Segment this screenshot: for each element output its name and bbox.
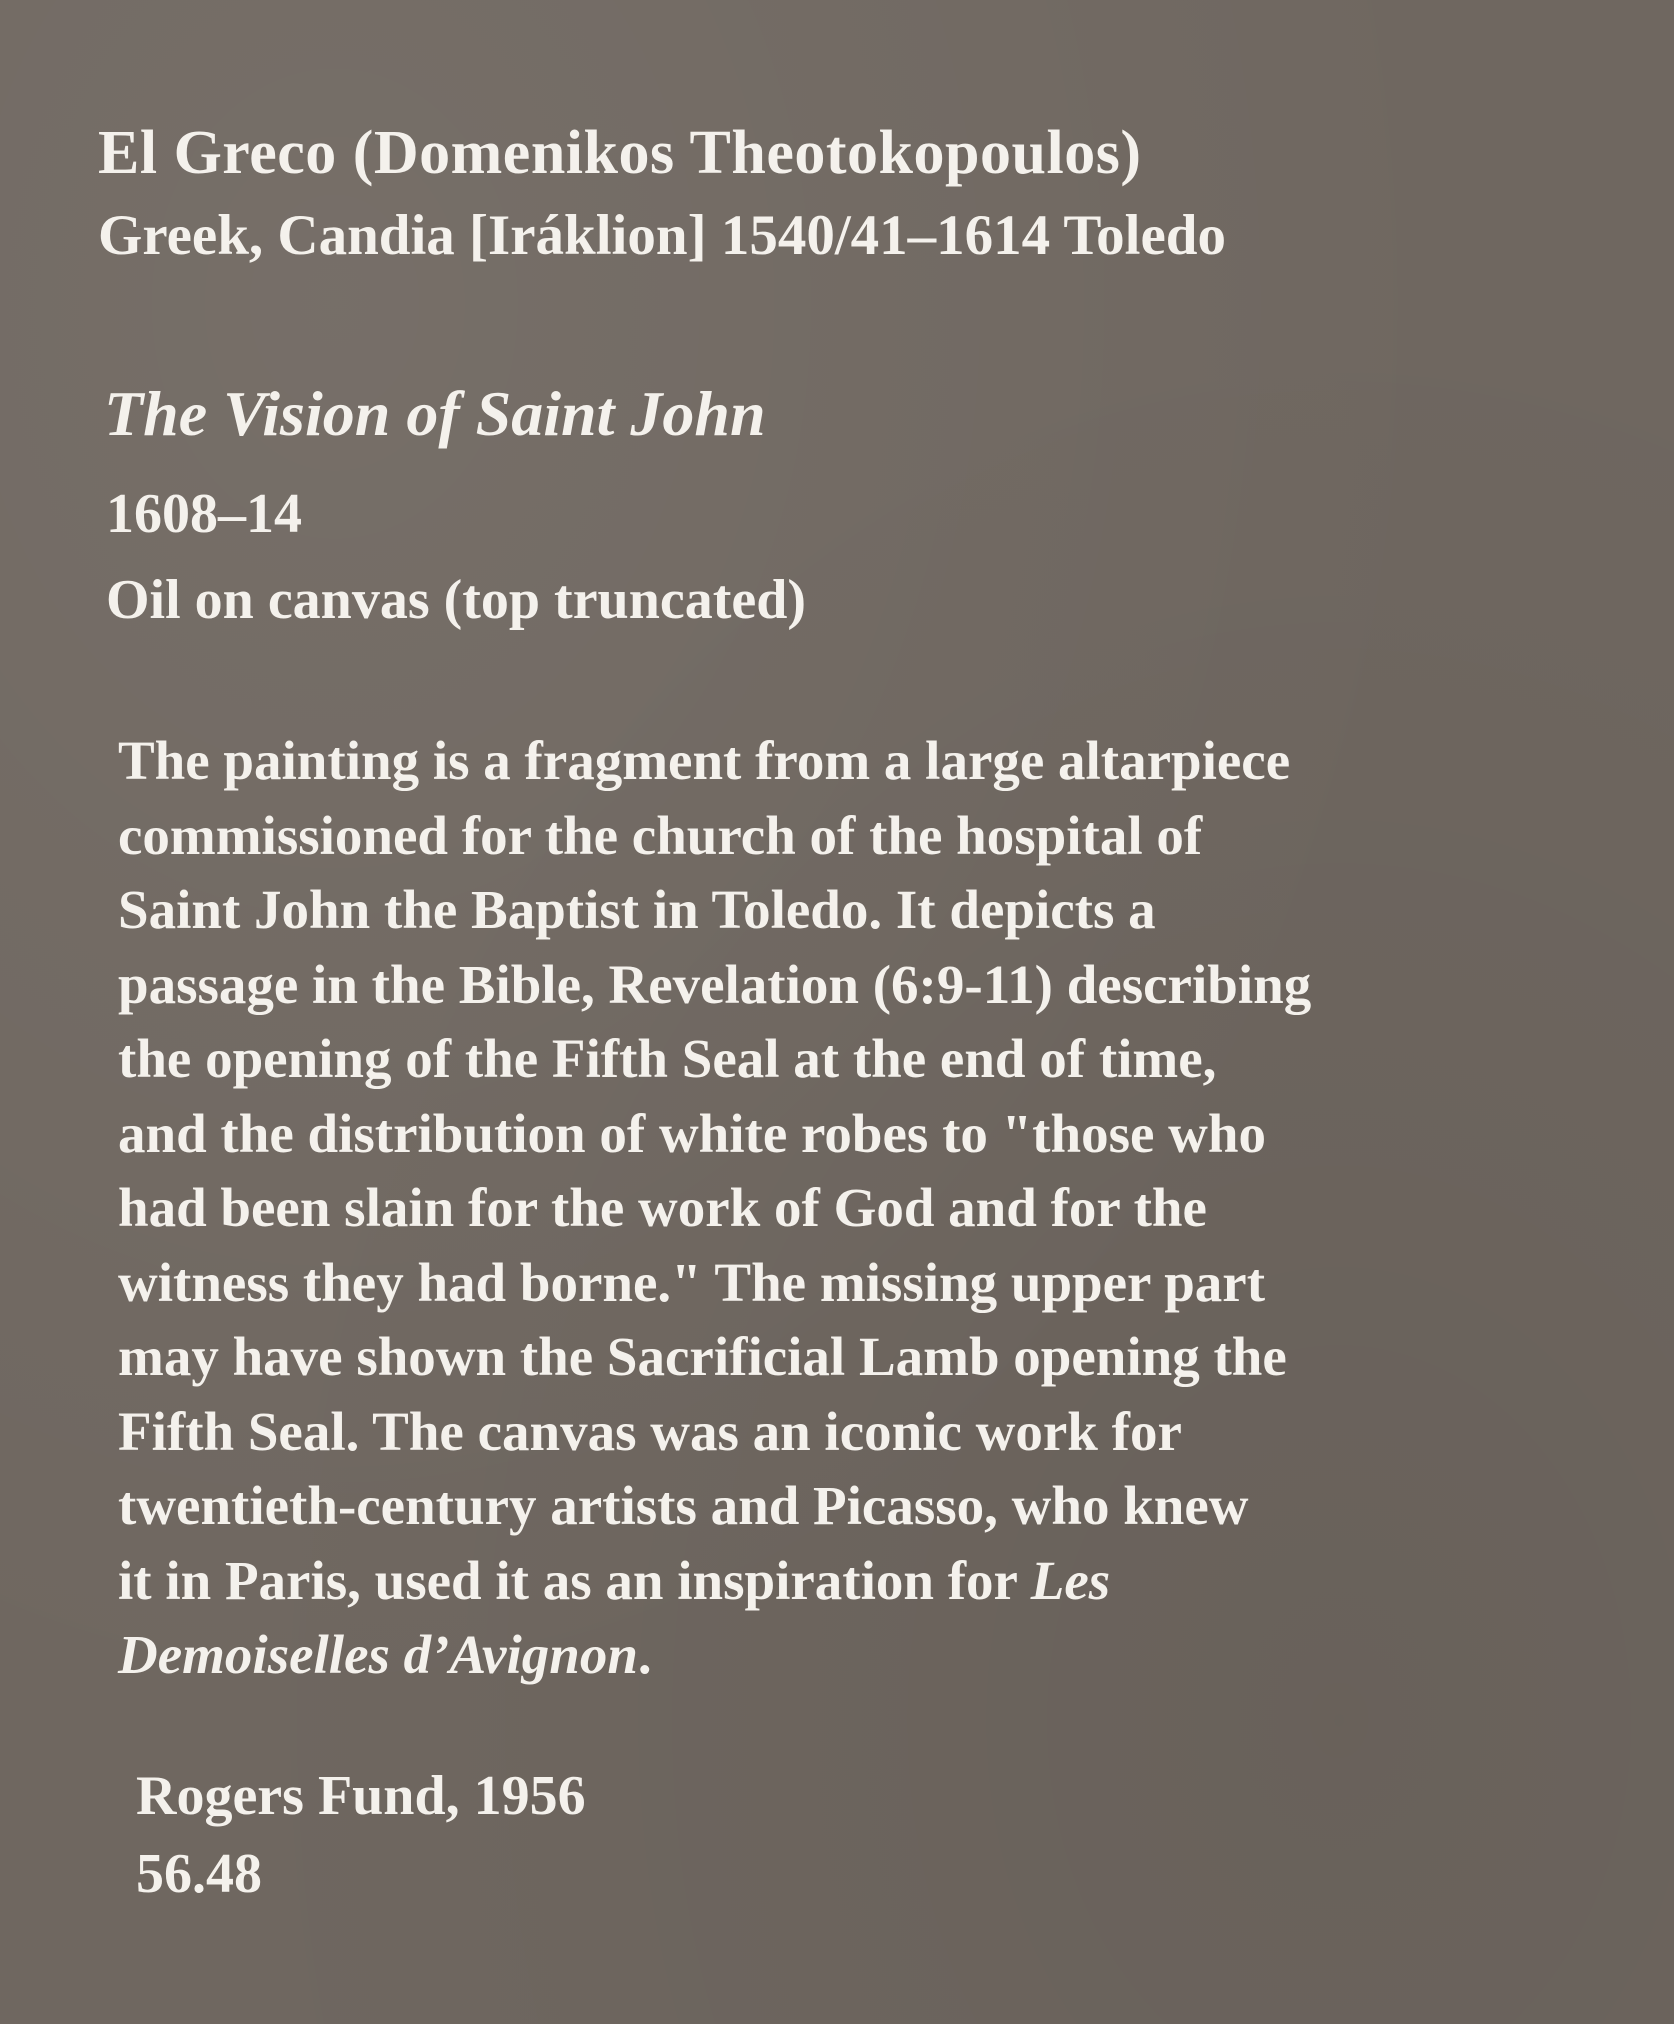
description-line: the opening of the Fifth Seal at the end of time,: [118, 1028, 1217, 1089]
description-line: commissioned for the church of the hospital of: [118, 804, 1203, 866]
description-line: witness they had borne." The missing upper part: [118, 1251, 1266, 1313]
description-line: The painting is a fragment from a large altarpiece: [118, 730, 1291, 791]
description-line: Saint John the Baptist in Toledo. It depicts a: [118, 879, 1156, 940]
description-end-punctuation: .: [637, 1624, 652, 1685]
artwork-date: 1608–14: [106, 483, 302, 545]
referenced-artwork-title-part-1: Les: [1030, 1549, 1111, 1611]
description-line-with-title-start: [118, 1544, 1598, 1619]
description-line: had been slain for the work of God and for the: [118, 1177, 1207, 1238]
artwork-title: The Vision of Saint John: [104, 378, 766, 449]
description-line-with-title-end: [118, 1618, 1598, 1693]
description-line: and the distribution of white robes to "those who: [118, 1102, 1266, 1164]
artwork-description: [118, 724, 1598, 1693]
description-line: Fifth Seal. The canvas was an iconic work for: [118, 1400, 1182, 1462]
description-line-text: it in Paris, used it as an inspiration for: [118, 1549, 1031, 1611]
accession-number: 56.48: [136, 1843, 262, 1905]
artwork-medium: Oil on canvas (top truncated): [106, 569, 806, 631]
artist-nationality-dates: Greek, Candia [Iráklion] 1540/41–1614 Toledo: [98, 204, 1227, 267]
description-line: passage in the Bible, Revelation (6:9-11) describing: [118, 953, 1312, 1015]
artist-name: El Greco (Domenikos Theotokopoulos): [98, 119, 1142, 187]
description-line: may have shown the Sacrificial Lamb opening the: [118, 1326, 1287, 1387]
description-line: twentieth-century artists and Picasso, who knew: [118, 1475, 1249, 1536]
credit-line: Rogers Fund, 1956: [136, 1765, 586, 1827]
referenced-artwork-title-part-2: Demoiselles d’Avignon: [118, 1624, 638, 1685]
